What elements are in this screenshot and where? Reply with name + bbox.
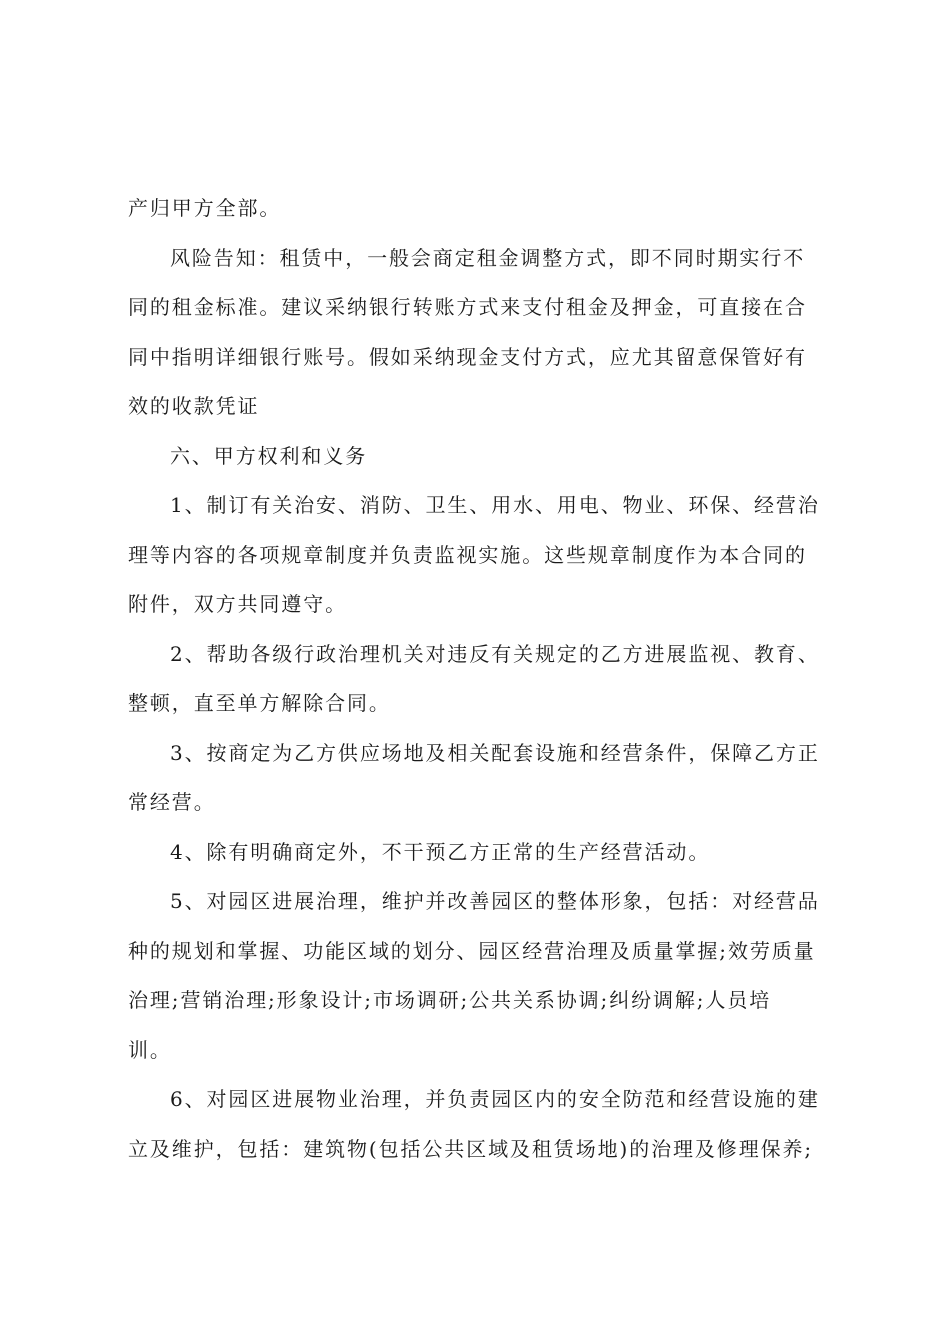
paragraph-continuation-line: 产归甲方全部。	[128, 196, 282, 220]
list-item-line: 附件，双方共同遵守。	[128, 592, 347, 616]
list-item-line: 理等内容的各项规章制度并负责监视实施。这些规章制度作为本合同的	[128, 543, 807, 567]
list-item-line: 常经营。	[128, 790, 216, 814]
list-item-line: 4、除有明确商定外，不干预乙方正常的生产经营活动。	[170, 840, 711, 864]
list-item-line: 1、制订有关治安、消防、卫生、用水、用电、物业、环保、经营治	[170, 493, 820, 517]
list-item-line: 2、帮助各级行政治理机关对违反有关规定的乙方进展监视、教育、	[170, 642, 820, 666]
risk-notice-line: 风险告知：租赁中，一般会商定租金调整方式，即不同时期实行不	[170, 246, 806, 270]
risk-notice-line: 同的租金标准。建议采纳银行转账方式来支付租金及押金，可直接在合	[128, 295, 807, 319]
list-item-line: 立及维护，包括：建筑物(包括公共区域及租赁场地)的治理及修理保养;	[128, 1137, 814, 1161]
section-heading: 六、甲方权利和义务	[170, 444, 368, 468]
risk-notice-line: 效的收款凭证	[128, 394, 260, 418]
list-item-line: 整顿，直至单方解除合同。	[128, 691, 391, 715]
list-item-line: 种的规划和掌握、功能区域的划分、园区经营治理及质量掌握;效劳质量	[128, 939, 816, 963]
list-item-line: 6、对园区进展物业治理，并负责园区内的安全防范和经营设施的建	[170, 1087, 820, 1111]
list-item-line: 5、对园区进展治理，维护并改善园区的整体形象，包括：对经营品	[170, 889, 820, 913]
list-item-line: 3、按商定为乙方供应场地及相关配套设施和经营条件，保障乙方正	[170, 741, 820, 765]
list-item-line: 训。	[128, 1038, 172, 1062]
risk-notice-line: 同中指明详细银行账号。假如采纳现金支付方式，应尤其留意保管好有	[128, 345, 807, 369]
list-item-line: 治理;营销治理;形象设计;市场调研;公共关系协调;纠纷调解;人员培	[128, 988, 772, 1012]
